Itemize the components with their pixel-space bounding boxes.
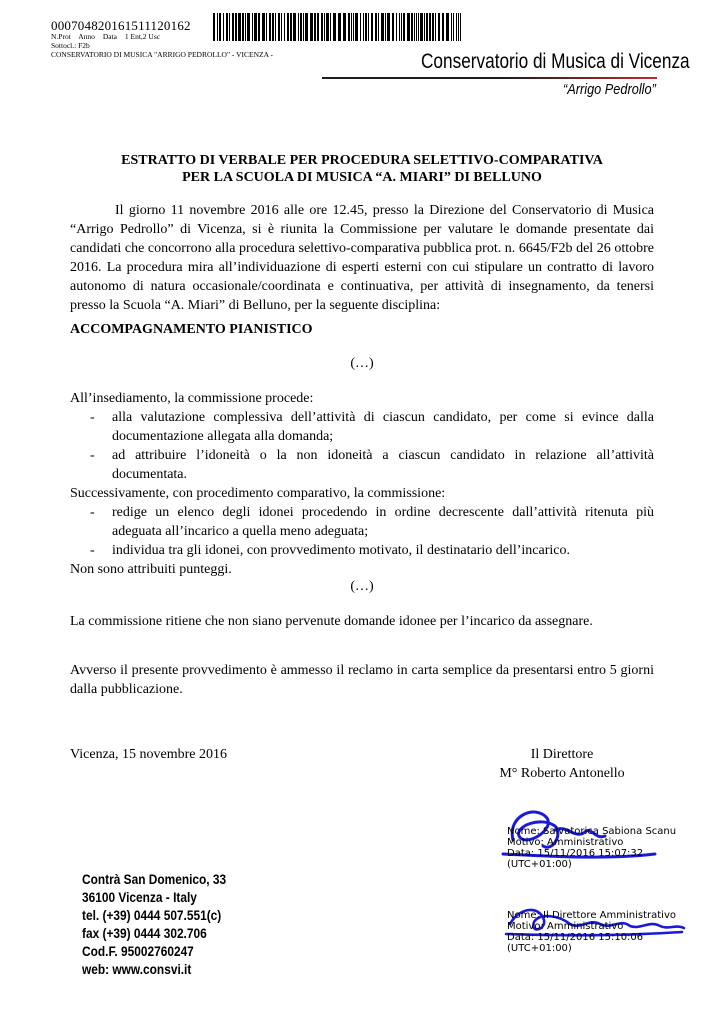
document-title <box>70 152 654 186</box>
conclusion-paragraph: La commissione ritiene che non siano pervenute domande idonee per l’incarico da assegnare. <box>70 614 593 629</box>
barcode-bar <box>235 13 237 41</box>
list-item: - redige un elenco degli idonei procedendo in ordine decrescente dall’attività ritenuta più adeguata all’incarico a quella meno adeguata; <box>70 503 654 541</box>
list-item: - individua tra gli idonei, con provvedimento motivato, il destinatario dell’incarico. <box>70 541 654 560</box>
barcode-bar <box>229 13 230 41</box>
barcode-bar <box>252 13 253 41</box>
barcode <box>213 13 463 41</box>
document-title-line: ESTRATTO DI VERBALE PER PROCEDURA SELETTIVO-COMPARATIVA <box>121 153 603 168</box>
director-block <box>470 745 654 783</box>
barcode-bar <box>442 13 444 41</box>
address-block <box>82 870 226 978</box>
signature-timezone: (UTC+01:00) <box>507 859 572 870</box>
signature-motive: Motivo: Amministrativo <box>507 837 624 848</box>
protocol-field: Data <box>102 32 117 41</box>
barcode-bar <box>298 13 299 41</box>
barcode-bar <box>338 13 341 41</box>
barcode-bar <box>360 13 361 41</box>
barcode-bar <box>324 13 325 41</box>
address-city: 36100 Vicenza - Italy <box>82 889 197 905</box>
barcode-bar <box>242 13 244 41</box>
barcode-bar <box>403 13 405 41</box>
barcode-bar <box>438 13 440 41</box>
barcode-bar <box>217 13 218 41</box>
barcode-bar <box>446 13 449 41</box>
barcode-bar <box>381 13 384 41</box>
barcode-bar <box>310 13 313 41</box>
signature-motive: Motivo: Amministrativo <box>507 921 624 932</box>
barcode-bar <box>435 13 436 41</box>
barcode-bar <box>275 13 276 41</box>
ellipsis: (…) <box>350 356 374 371</box>
signature-date: Data: 15/11/2016 15:07:32 <box>507 848 644 859</box>
barcode-bar <box>355 13 358 41</box>
barcode-bar <box>223 13 224 41</box>
barcode-bar <box>247 13 250 41</box>
place-date: Vicenza, 15 novembre 2016 <box>70 747 227 762</box>
document-title-line: PER LA SCUOLA DI MUSICA “A. MIARI” DI BELLUNO <box>182 170 542 185</box>
insediamento-intro: All’insediamento, la commissione procede: <box>70 391 314 406</box>
barcode-bar <box>226 13 228 41</box>
signature-date: Data: 15/11/2016 15:10:06 <box>507 932 644 943</box>
barcode-bar <box>371 13 373 41</box>
barcode-bar <box>343 13 346 41</box>
barcode-bar <box>287 13 289 41</box>
director-name: M° Roberto Antonello <box>499 766 625 781</box>
barcode-bar <box>305 13 308 41</box>
barcode-bar <box>266 13 267 41</box>
barcode-bar <box>420 13 423 41</box>
barcode-bar <box>219 13 221 41</box>
address-web: web: www.consvi.it <box>82 961 192 977</box>
barcode-bar <box>269 13 271 41</box>
barcode-bar <box>284 13 285 41</box>
barcode-bar <box>314 13 316 41</box>
barcode-bar <box>385 13 386 41</box>
barcode-bar <box>281 13 282 41</box>
barcode-bar <box>330 13 331 41</box>
address-fax: fax (+39) 0444 302.706 <box>82 925 207 941</box>
barcode-bar <box>378 13 379 41</box>
protocol-code: 000704820161511120162 <box>51 18 191 33</box>
barcode-bar <box>232 13 234 41</box>
barcode-bar <box>424 13 425 41</box>
ellipsis: (…) <box>350 579 374 594</box>
logo-line <box>322 77 657 79</box>
barcode-bar <box>368 13 369 41</box>
barcode-bar <box>300 13 302 41</box>
signature-name: Nome: Salvatorica Sabiona Scanu <box>507 826 677 837</box>
address-cf: Cod.F. 95002760247 <box>82 943 194 959</box>
list-item: - alla valutazione complessiva dell’attività di ciascun candidato, per come si evince dalla documentazione allegata alla domanda; <box>70 408 654 446</box>
logo-title: Conservatorio di Musica di Vicenza <box>421 50 690 73</box>
protocol-field: N.Prot <box>51 32 71 41</box>
protocol-field: 1 Ent,2 Usc <box>124 32 161 41</box>
barcode-bar <box>278 13 280 41</box>
barcode-bar <box>453 13 454 41</box>
barcode-bar <box>392 13 394 41</box>
barcode-bar <box>401 13 402 41</box>
signature-name: Nome: Il Direttore Amministrativo <box>507 910 676 921</box>
barcode-bar <box>460 13 461 41</box>
procedure-block <box>70 389 654 579</box>
address-street: Contrà San Domenico, 33 <box>82 871 227 887</box>
barcode-bar <box>348 13 350 41</box>
barcode-bar <box>272 13 274 41</box>
barcode-bar <box>321 13 323 41</box>
address-tel: tel. (+39) 0444 507.551(c) <box>82 907 222 923</box>
barcode-bar <box>414 13 415 41</box>
barcode-bar <box>245 13 246 41</box>
barcode-bar <box>326 13 329 41</box>
successivamente-intro: Successivamente, con procedimento comparativo, la commissione: <box>70 486 446 501</box>
appeal-paragraph: Avverso il presente provvedimento è ammesso il reclamo in carta semplice da presentarsi entro 5 giorni dalla pubblicazione. <box>70 663 654 697</box>
protocol-field: Anno <box>78 32 95 41</box>
no-points-note: Non sono attribuiti punteggi. <box>70 562 232 577</box>
barcode-bar <box>238 13 241 41</box>
barcode-bar <box>353 13 354 41</box>
barcode-bar <box>411 13 413 41</box>
barcode-bar <box>303 13 304 41</box>
barcode-bar <box>290 13 292 41</box>
barcode-bar <box>365 13 367 41</box>
discipline-heading: ACCOMPAGNAMENTO PIANISTICO <box>70 322 313 337</box>
barcode-bar <box>293 13 296 41</box>
logo-subtitle: “Arrigo Pedrollo” <box>563 81 656 98</box>
signature-timezone: (UTC+01:00) <box>507 943 572 954</box>
barcode-bar <box>407 13 410 41</box>
barcode-bar <box>375 13 377 41</box>
barcode-bar <box>333 13 336 41</box>
director-role: Il Direttore <box>530 747 594 762</box>
barcode-bar <box>254 13 257 41</box>
barcode-bar <box>429 13 431 41</box>
barcode-bar <box>396 13 397 41</box>
barcode-bar <box>387 13 390 41</box>
barcode-bar <box>456 13 457 41</box>
intro-paragraph: Il giorno 11 novembre 2016 alle ore 12.45, presso la Direzione del Conservatorio di Musica “Arrigo Pedrollo” di Vicenza, si è riunita la Commissione per valutare le domande presentate dai candidati che concorrono alla procedura selettivo-comparativa pubblica prot. n. 6645/F2b del 26 ottobre 2016. La procedura mira all’individuazione di esperti esterni con cui stipulare un contratto di lavoro autonomo di natura occasionale/coordinata e continuativa, per attività di insegnamento, da tenersi presso la Scuola “A. Miari” di Belluno, per la seguente disciplina: <box>70 203 654 313</box>
barcode-bar <box>451 13 452 41</box>
barcode-bar <box>432 13 434 41</box>
institution-line: CONSERVATORIO DI MUSICA "ARRIGO PEDROLLO" - VICENZA - <box>51 50 273 59</box>
barcode-bar <box>426 13 428 41</box>
barcode-bar <box>317 13 319 41</box>
barcode-bar <box>262 13 265 41</box>
barcode-bar <box>258 13 260 41</box>
barcode-bar <box>363 13 364 41</box>
barcode-bar <box>416 13 417 41</box>
barcode-bar <box>351 13 352 41</box>
barcode-bar <box>458 13 459 41</box>
list-item: - ad attribuire l’idoneità o la non idoneità a ciascun candidato in relazione all’attività documentata. <box>70 446 654 484</box>
digital-signature-2 <box>507 910 676 954</box>
barcode-bar <box>399 13 400 41</box>
barcode-bar <box>418 13 419 41</box>
digital-signature-1 <box>507 826 676 870</box>
barcode-bar <box>213 13 215 41</box>
sottoclasse: Sottocl.: F2b <box>51 41 90 50</box>
